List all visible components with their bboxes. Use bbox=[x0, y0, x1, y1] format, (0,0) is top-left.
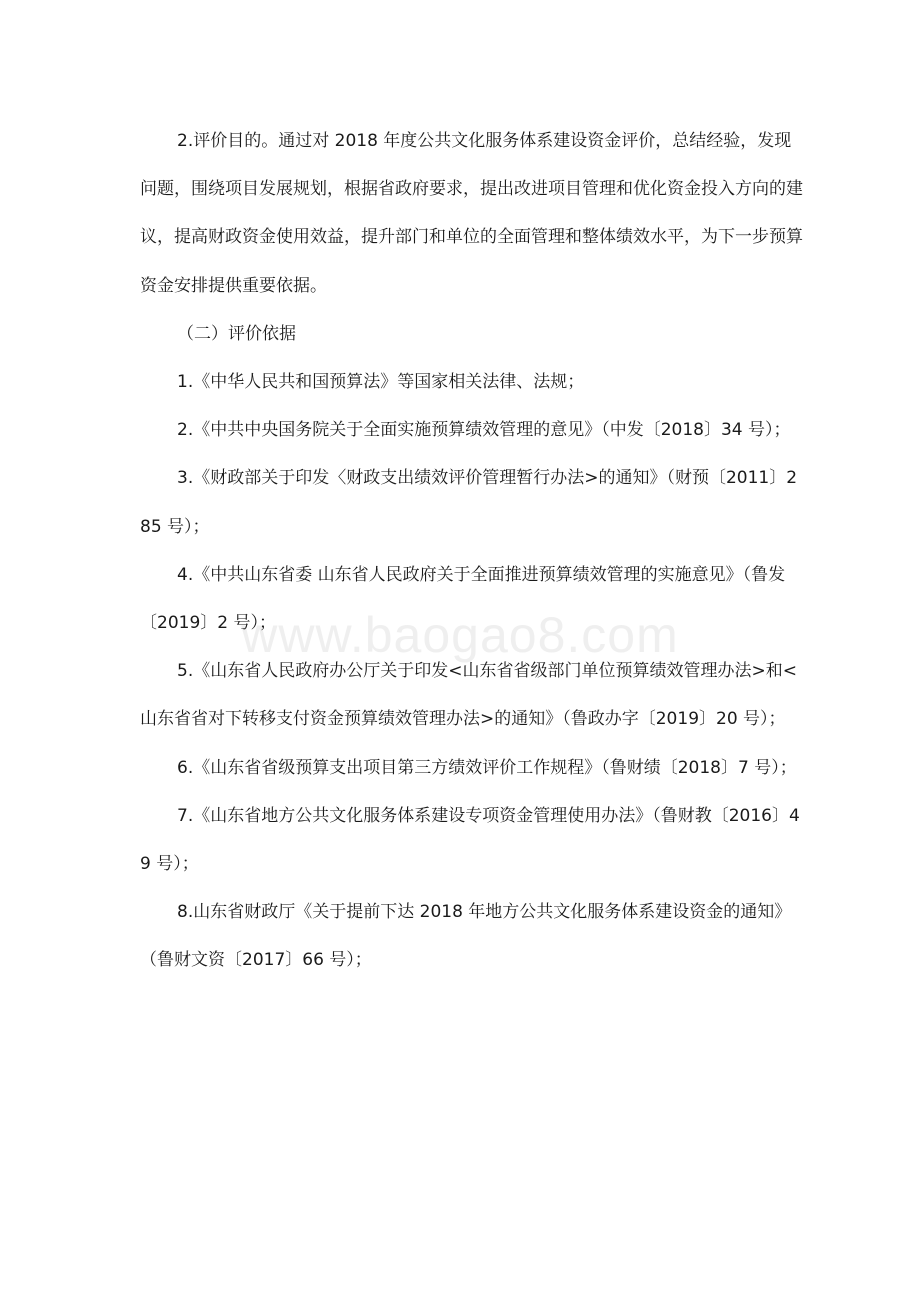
basis-item-3: 3.《财政部关于印发〈财政支出绩效评价管理暂行办法>的通知》（财预〔2011〕285 号）； bbox=[140, 468, 798, 537]
basis-item-1: 1.《中华人民共和国预算法》等国家相关法律、法规； bbox=[177, 372, 585, 393]
basis-item-5: 5.《山东省人民政府办公厅关于印发<山东省省级部门单位预算绩效管理办法>和<山东省省对下转移支付资金预算绩效管理办法>的通知》（鲁政办字〔2019〕20 号）； bbox=[140, 661, 797, 730]
paragraph-evaluation-purpose: 2.评价目的。通过对 2018 年度公共文化服务体系建设资金评价，总结经验，发现问题，围绕项目发展规划，根据省政府要求，提出改进项目管理和优化资金投入方向的建议，提高财政资金使用效益，提升部门和单位的全面管理和整体绩效水平，为下一步预算资金安排提供重要依据。 bbox=[140, 131, 803, 296]
basis-item-7: 7.《山东省地方公共文化服务体系建设专项资金管理使用办法》（鲁财教〔2016〕49 号）； bbox=[140, 805, 800, 875]
document-body bbox=[140, 117, 804, 985]
basis-item-8: 8.山东省财政厅《关于提前下达 2018 年地方公共文化服务体系建设资金的通知》（鲁财文资〔2017〕66 号）； bbox=[140, 902, 792, 971]
basis-item-4: 4.《中共山东省委 山东省人民政府关于全面推进预算绩效管理的实施意见》（鲁发〔2019〕2 号）； bbox=[140, 564, 786, 634]
basis-item-2: 2.《中共中央国务院关于全面实施预算绩效管理的意见》（中发〔2018〕34 号）； bbox=[177, 420, 791, 441]
basis-item-6: 6.《山东省省级预算支出项目第三方绩效评价工作规程》（鲁财绩〔2018〕7 号）； bbox=[177, 757, 797, 778]
section-heading-evaluation-basis: （二）评价依据 bbox=[177, 323, 296, 344]
watermark: www.baogao8.com bbox=[241, 607, 679, 663]
